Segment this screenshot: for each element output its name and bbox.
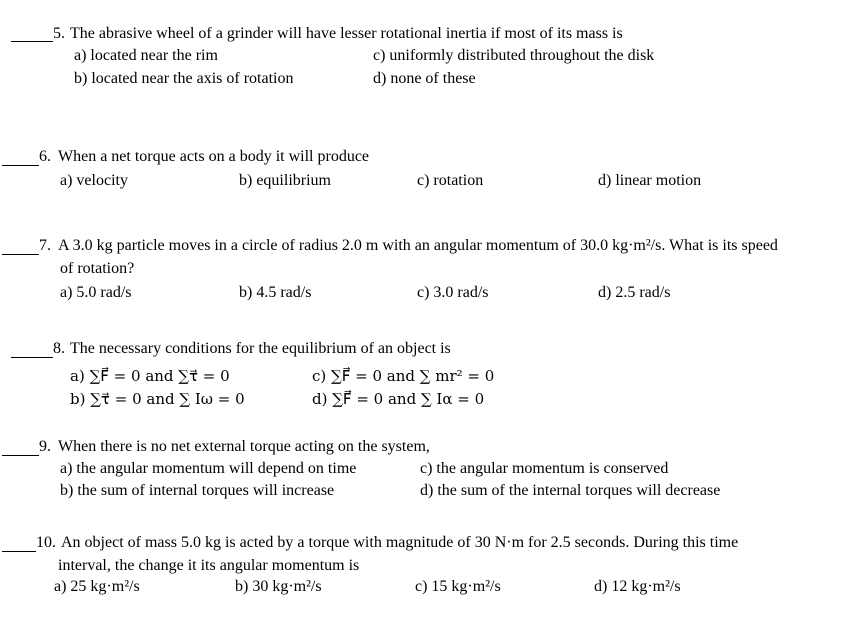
option-a: a) the angular momentum will depend on time [60,460,357,477]
option-d: d) the sum of the internal torques will decrease [420,482,721,499]
option-d: d) 12 kg·m²/s [594,578,681,595]
answer-blank[interactable] [2,165,39,166]
option-b: b) 4.5 rad/s [239,284,312,301]
option-c: c) 3.0 rad/s [417,284,489,301]
answer-blank[interactable] [2,455,39,456]
option-a: a) ∑F⃗ = 0 and ∑τ⃗ = 0 [70,367,230,385]
question-text-cont: of rotation? [60,260,135,277]
option-d: d) 2.5 rad/s [598,284,671,301]
question-text: The abrasive wheel of a grinder will have lesser rotational inertia if most of its mass is [70,25,623,42]
answer-blank[interactable] [2,551,36,552]
question-number: 10. [36,534,56,551]
question-number: 5. [53,25,65,42]
question-number: 9. [39,438,51,455]
option-b: b) equilibrium [239,172,331,189]
option-a: a) velocity [60,172,128,189]
option-a: a) 5.0 rad/s [60,284,132,301]
question-text: An object of mass 5.0 kg is acted by a torque with magnitude of 30 N·m for 2.5 seconds. During this time [61,534,739,551]
option-d: d) ∑F⃗ = 0 and ∑ Iα = 0 [312,390,485,408]
question-number: 8. [53,340,65,357]
option-c: c) rotation [417,172,484,189]
option-b: b) the sum of internal torques will increase [60,482,335,499]
option-c: c) ∑F⃗ = 0 and ∑ mr² = 0 [312,367,495,385]
question-text-cont: interval, the change it its angular momentum is [58,557,360,574]
option-b: b) ∑τ⃗ = 0 and ∑ Iω = 0 [70,390,245,408]
option-a: a) located near the rim [74,47,218,64]
option-a: a) 25 kg·m²/s [54,578,140,595]
question-text: The necessary conditions for the equilibrium of an object is [70,340,451,357]
question-text: A 3.0 kg particle moves in a circle of radius 2.0 m with an angular momentum of 30.0 kg·m²/s. What is its speed [58,237,778,254]
option-d: d) linear motion [598,172,702,189]
option-b: b) located near the axis of rotation [74,70,294,87]
option-d: d) none of these [373,70,476,87]
option-c: c) the angular momentum is conserved [420,460,669,477]
answer-blank[interactable] [2,254,39,255]
answer-blank[interactable] [11,41,53,42]
question-number: 7. [39,237,51,254]
question-text: When a net torque acts on a body it will produce [58,148,370,165]
answer-blank[interactable] [11,357,53,358]
option-c: c) uniformly distributed throughout the disk [373,47,655,64]
option-b: b) 30 kg·m²/s [235,578,322,595]
question-number: 6. [39,148,51,165]
question-text: When there is no net external torque acting on the system, [58,438,430,455]
option-c: c) 15 kg·m²/s [415,578,501,595]
